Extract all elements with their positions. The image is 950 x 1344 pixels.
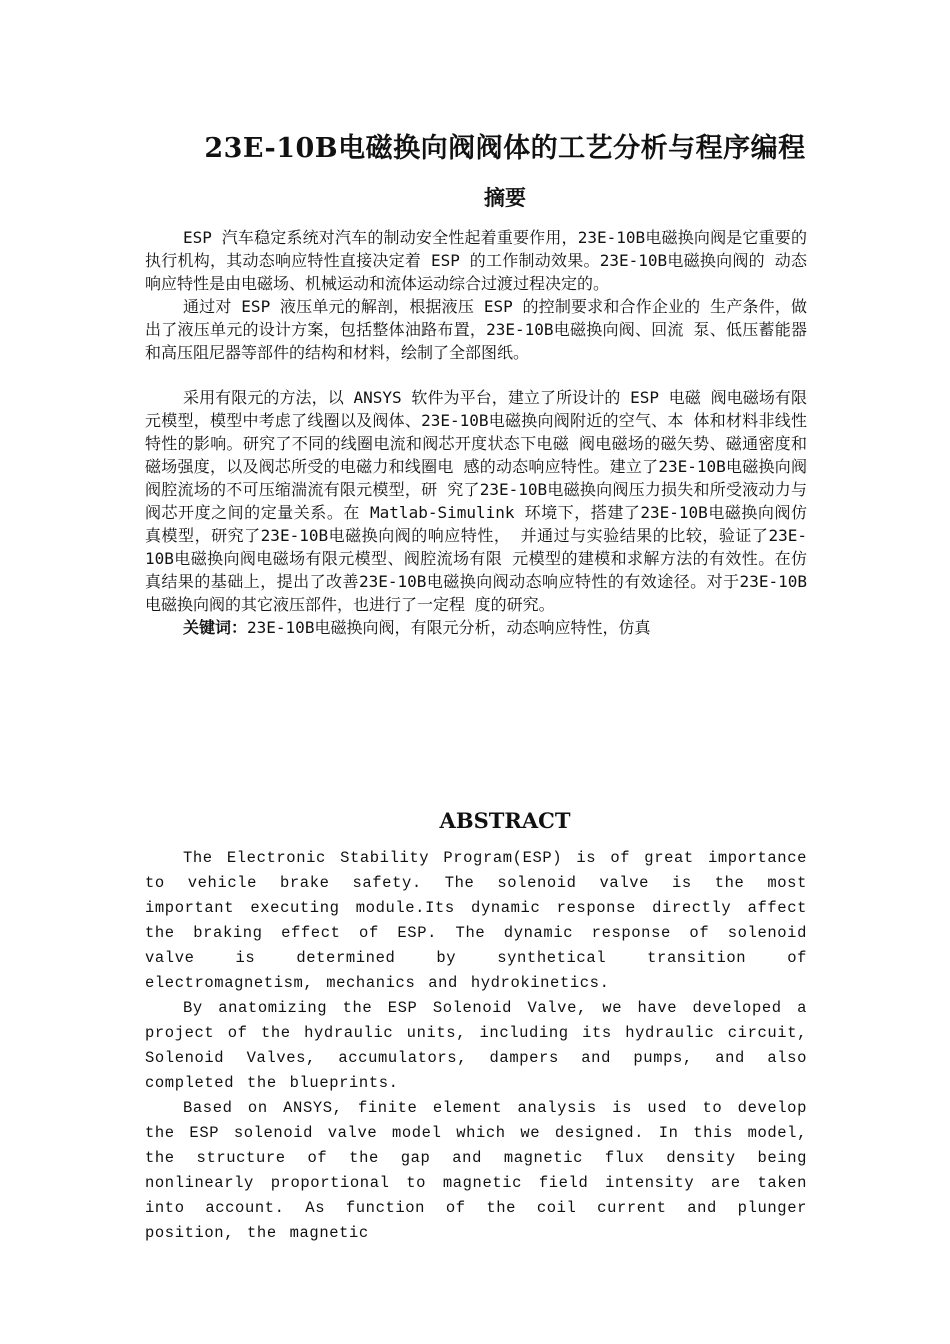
abstract-cn-body <box>145 226 807 639</box>
abstract-en-heading: ABSTRACT <box>439 808 571 833</box>
document-title: 23E-10B电磁换向阀阀体的工艺分析与程序编程 <box>204 133 806 164</box>
keywords-line <box>145 616 807 639</box>
abstract-en-paragraph: By anatomizing the ESP Solenoid Valve, we have developed a project of the hydraulic units, including its hydraulic circuit, Solenoid Valves, accumulators, dampers and pumps, and also completed the blueprints. <box>145 999 807 1092</box>
abstract-cn-paragraph: 采用有限元的方法，以 ANSYS 软件为平台，建立了所设计的 ESP 电磁 阀电磁场有限元模型，模型中考虑了线圈以及阀体、23E-10B电磁换向阀附近的空气、本 体和材料非线性特性的影响。研究了不同的线圈电流和阀芯开度状态下电磁 阀电磁场的磁矢势、磁通密度和磁场强度，以及阀芯所受的电磁力和线圈电 感的动态响应特性。建立了23E-10B电磁换向阀阀腔流场的不可压缩湍流有限元模型，研 究了23E-10B电磁换向阀压力损失和所受液动力与阀芯开度之间的定量关系。在 Matlab-Simulink 环境下，搭建了23E-10B电磁换向阀仿真模型，研究了23E-10B电磁换向阀的响应特性， 并通过与实验结果的比较，验证了23E-10B电磁换向阀电磁场有限元模型、阀腔流场有限 元模型的建模和求解方法的有效性。在仿真结果的基础上，提出了改善23E-10B电磁换向阀动态响应特性的有效途径。对于23E-10B电磁换向阀的其它液压部件，也进行了一定程 度的研究。 <box>145 388 807 614</box>
abstract-cn-paragraph: 通过对 ESP 液压单元的解剖，根据液压 ESP 的控制要求和合作企业的 生产条件，做出了液压单元的设计方案，包括整体油路布置，23E-10B电磁换向阀、回流 泵、低压蓄能器和高压阻尼器等部件的结构和材料，绘制了全部图纸。 <box>145 297 807 362</box>
abstract-en-paragraph: The Electronic Stability Program(ESP) is of great importance to vehicle brake safety. The solenoid valve is the most important executing module.Its dynamic response directly affect the braking effect of ESP. The dynamic response of solenoid valve is determined by synthetical transition of electromagnetism, mechanics and hydrokinetics. <box>145 849 807 992</box>
keywords-text: 23E-10B电磁换向阀，有限元分析，动态响应特性，仿真 <box>247 618 651 637</box>
abstract-en-paragraph: Based on ANSYS, finite element analysis is used to develop the ESP solenoid valve model which we designed. In this model, the structure of the gap and magnetic flux density being nonlinearly proportional to magnetic field intensity are taken into account. As function of the coil current and plunger position, the magnetic <box>145 1099 807 1242</box>
abstract-en-body <box>145 846 807 1246</box>
abstract-cn-paragraph: ESP 汽车稳定系统对汽车的制动安全性起着重要作用，23E-10B电磁换向阀是它重要的执行机构，其动态响应特性直接决定着 ESP 的工作制动效果。23E-10B电磁换向阀的 动态响应特性是由电磁场、机械运动和流体运动综合过渡过程决定的。 <box>145 228 807 293</box>
keywords-label: 关键词： <box>183 618 248 637</box>
abstract-cn-heading: 摘要 <box>484 185 526 210</box>
